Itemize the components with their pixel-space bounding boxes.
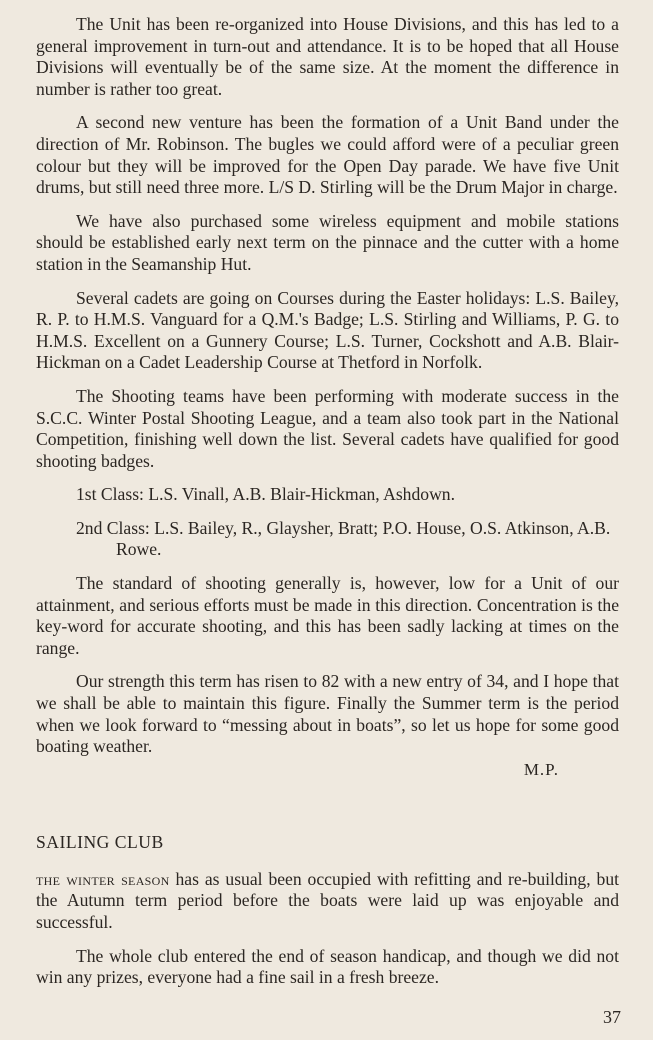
- first-class-list: 1st Class: L.S. Vinall, A.B. Blair-Hickman, Ashdown.: [76, 484, 455, 505]
- paragraph-winter-season: [36, 869, 619, 934]
- signature: M.P.: [523, 759, 559, 779]
- paragraph-strength: Our strength this term has risen to 82 with a new entry of 34, and I hope that we shall be able to maintain this figure. Finally the Summer term is the period when we look forward to “messing about in boats”, so let us hope for some good boating weather.: [36, 671, 619, 757]
- lead-in-small-caps: the winter season: [36, 868, 170, 889]
- paragraph-house-divisions: The Unit has been re-organized into House Divisions, and this has led to a general improvement in turn-out and attendance. It is to be hoped that all House Divisions will eventually be of the same size. At the moment the difference in number is rather too great.: [36, 14, 619, 99]
- second-class-list: 2nd Class: L.S. Bailey, R., Glaysher, Bratt; P.O. House, O.S. Atkinson, A.B. Rowe.: [76, 517, 611, 560]
- paragraph-handicap: The whole club entered the end of season handicap, and though we did not win any prizes, everyone had a fine sail in a fresh breeze.: [36, 945, 619, 988]
- paragraph-wireless: We have also purchased some wireless equipment and mobile stations should be established early next term on the pinnace and the cutter with a home station in the Seamanship Hut.: [36, 210, 619, 274]
- paragraph-winter-season-text: has as usual been occupied with refitting and re-building, but the Autumn term period before the boats were laid up was enjoyable and successful.: [36, 868, 619, 932]
- paragraph-shooting: The Shooting teams have been performing with moderate success in the S.C.C. Winter Postal Shooting League, and a team also took part in the National Competition, finishing well down the list. Several cadets have qualified for good shooting badges.: [36, 385, 619, 471]
- paragraph-courses: Several cadets are going on Courses during the Easter holidays: L.S. Bailey, R. P. to H.M.S. Vanguard for a Q.M.'s Badge; L.S. Stirling and Williams, P. G. to H.M.S. Excellent on a Gunnery Course; L.S. Turner, Cockshott and A.B. Blair-Hickman on a Cadet Leadership Course at Thetford in Norfolk.: [36, 287, 619, 373]
- section-heading-sailing-club: SAILING CLUB: [36, 831, 164, 852]
- page-number: 37: [603, 1007, 621, 1027]
- paragraph-unit-band: A second new venture has been the formation of a Unit Band under the direction of Mr. Robinson. The bugles we could afford were of a peculiar green colour but they will be improved for the Open Day parade. We have five Unit drums, but still need three more. L/S D. Stirling will be the Drum Major in charge.: [36, 112, 619, 198]
- paragraph-shooting-standard: The standard of shooting generally is, however, low for a Unit of our attainment, and serious efforts must be made in this direction. Concentration is the key-word for accurate shooting, and this has been sadly lacking at times on the range.: [36, 573, 619, 658]
